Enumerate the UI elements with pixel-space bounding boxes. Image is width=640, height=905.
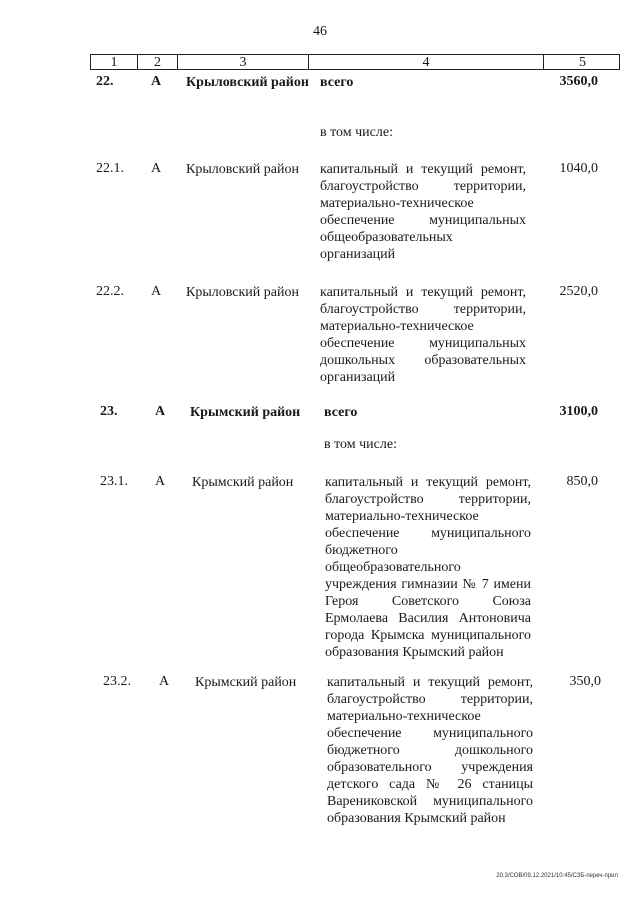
row-amount: 3560,0 [559,74,598,89]
row-description: капитальный и текущий ремонт, благоустройство территории, материально-техническое обеспечение муниципальных дошкольных образовательных организаций [320,285,526,385]
row-description: капитальный и текущий ремонт, благоустройство территории, материально-техническое обеспечение муниципального бюджетного дошкольного образовательного учреждения детского сада № 26 станицы Варениковской муниципального образования Крымский район [327,675,533,826]
column-header-5: 5 [579,55,586,70]
row-number: 22.2. [96,284,124,299]
document-footer: 20.3/СОВ/09.12.2021/10:45/СЗБ-переч-прил [496,873,618,879]
column-header-3: 3 [178,55,309,70]
row-district: Крыловский район [186,75,309,90]
row-number: 22.1. [96,161,124,176]
row-district: Крыловский район [186,162,299,177]
row-category: А [150,74,162,89]
row-amount: 850,0 [566,474,598,489]
row-category: А [154,404,166,419]
row-category: А [158,674,170,689]
row-category: А [150,284,162,299]
row-number: 23.1. [100,474,128,489]
row-district: Крымский район [195,675,297,690]
row-number: 23.2. [103,674,131,689]
row-amount: 350,0 [569,674,601,689]
subtotal-label: в том числе: [320,125,393,140]
column-header-4: 4 [309,55,544,70]
row-district: Крымский район [192,475,294,490]
page-number: 46 [313,24,327,39]
row-amount: 3100,0 [559,404,598,419]
row-number: 23. [100,404,118,419]
row-amount: 1040,0 [559,161,598,176]
row-number: 22. [96,74,114,89]
row-description: всего [324,405,358,420]
row-category: А [154,474,166,489]
column-header-1: 1 [91,55,138,70]
row-district: Крымский район [190,405,301,420]
column-header-row [90,54,620,70]
column-header-2: 2 [138,55,178,70]
row-description: капитальный и текущий ремонт, благоустройство территории, материально-техническое обеспечение муниципальных общеобразовательных организаций [320,162,526,262]
subtotal-label: в том числе: [324,437,397,452]
row-amount: 2520,0 [559,284,598,299]
row-category: А [150,161,162,176]
row-description: капитальный и текущий ремонт, благоустройство территории, материально-техническое обеспечение муниципального бюджетного общеобразовательного учреждения гимназии № 7 имени Героя Советского Союза Ермолаева Василия Антоновича города Крымска муниципального образования Крымский район [325,475,531,660]
row-district: Крыловский район [186,285,299,300]
row-description: всего [320,75,354,90]
